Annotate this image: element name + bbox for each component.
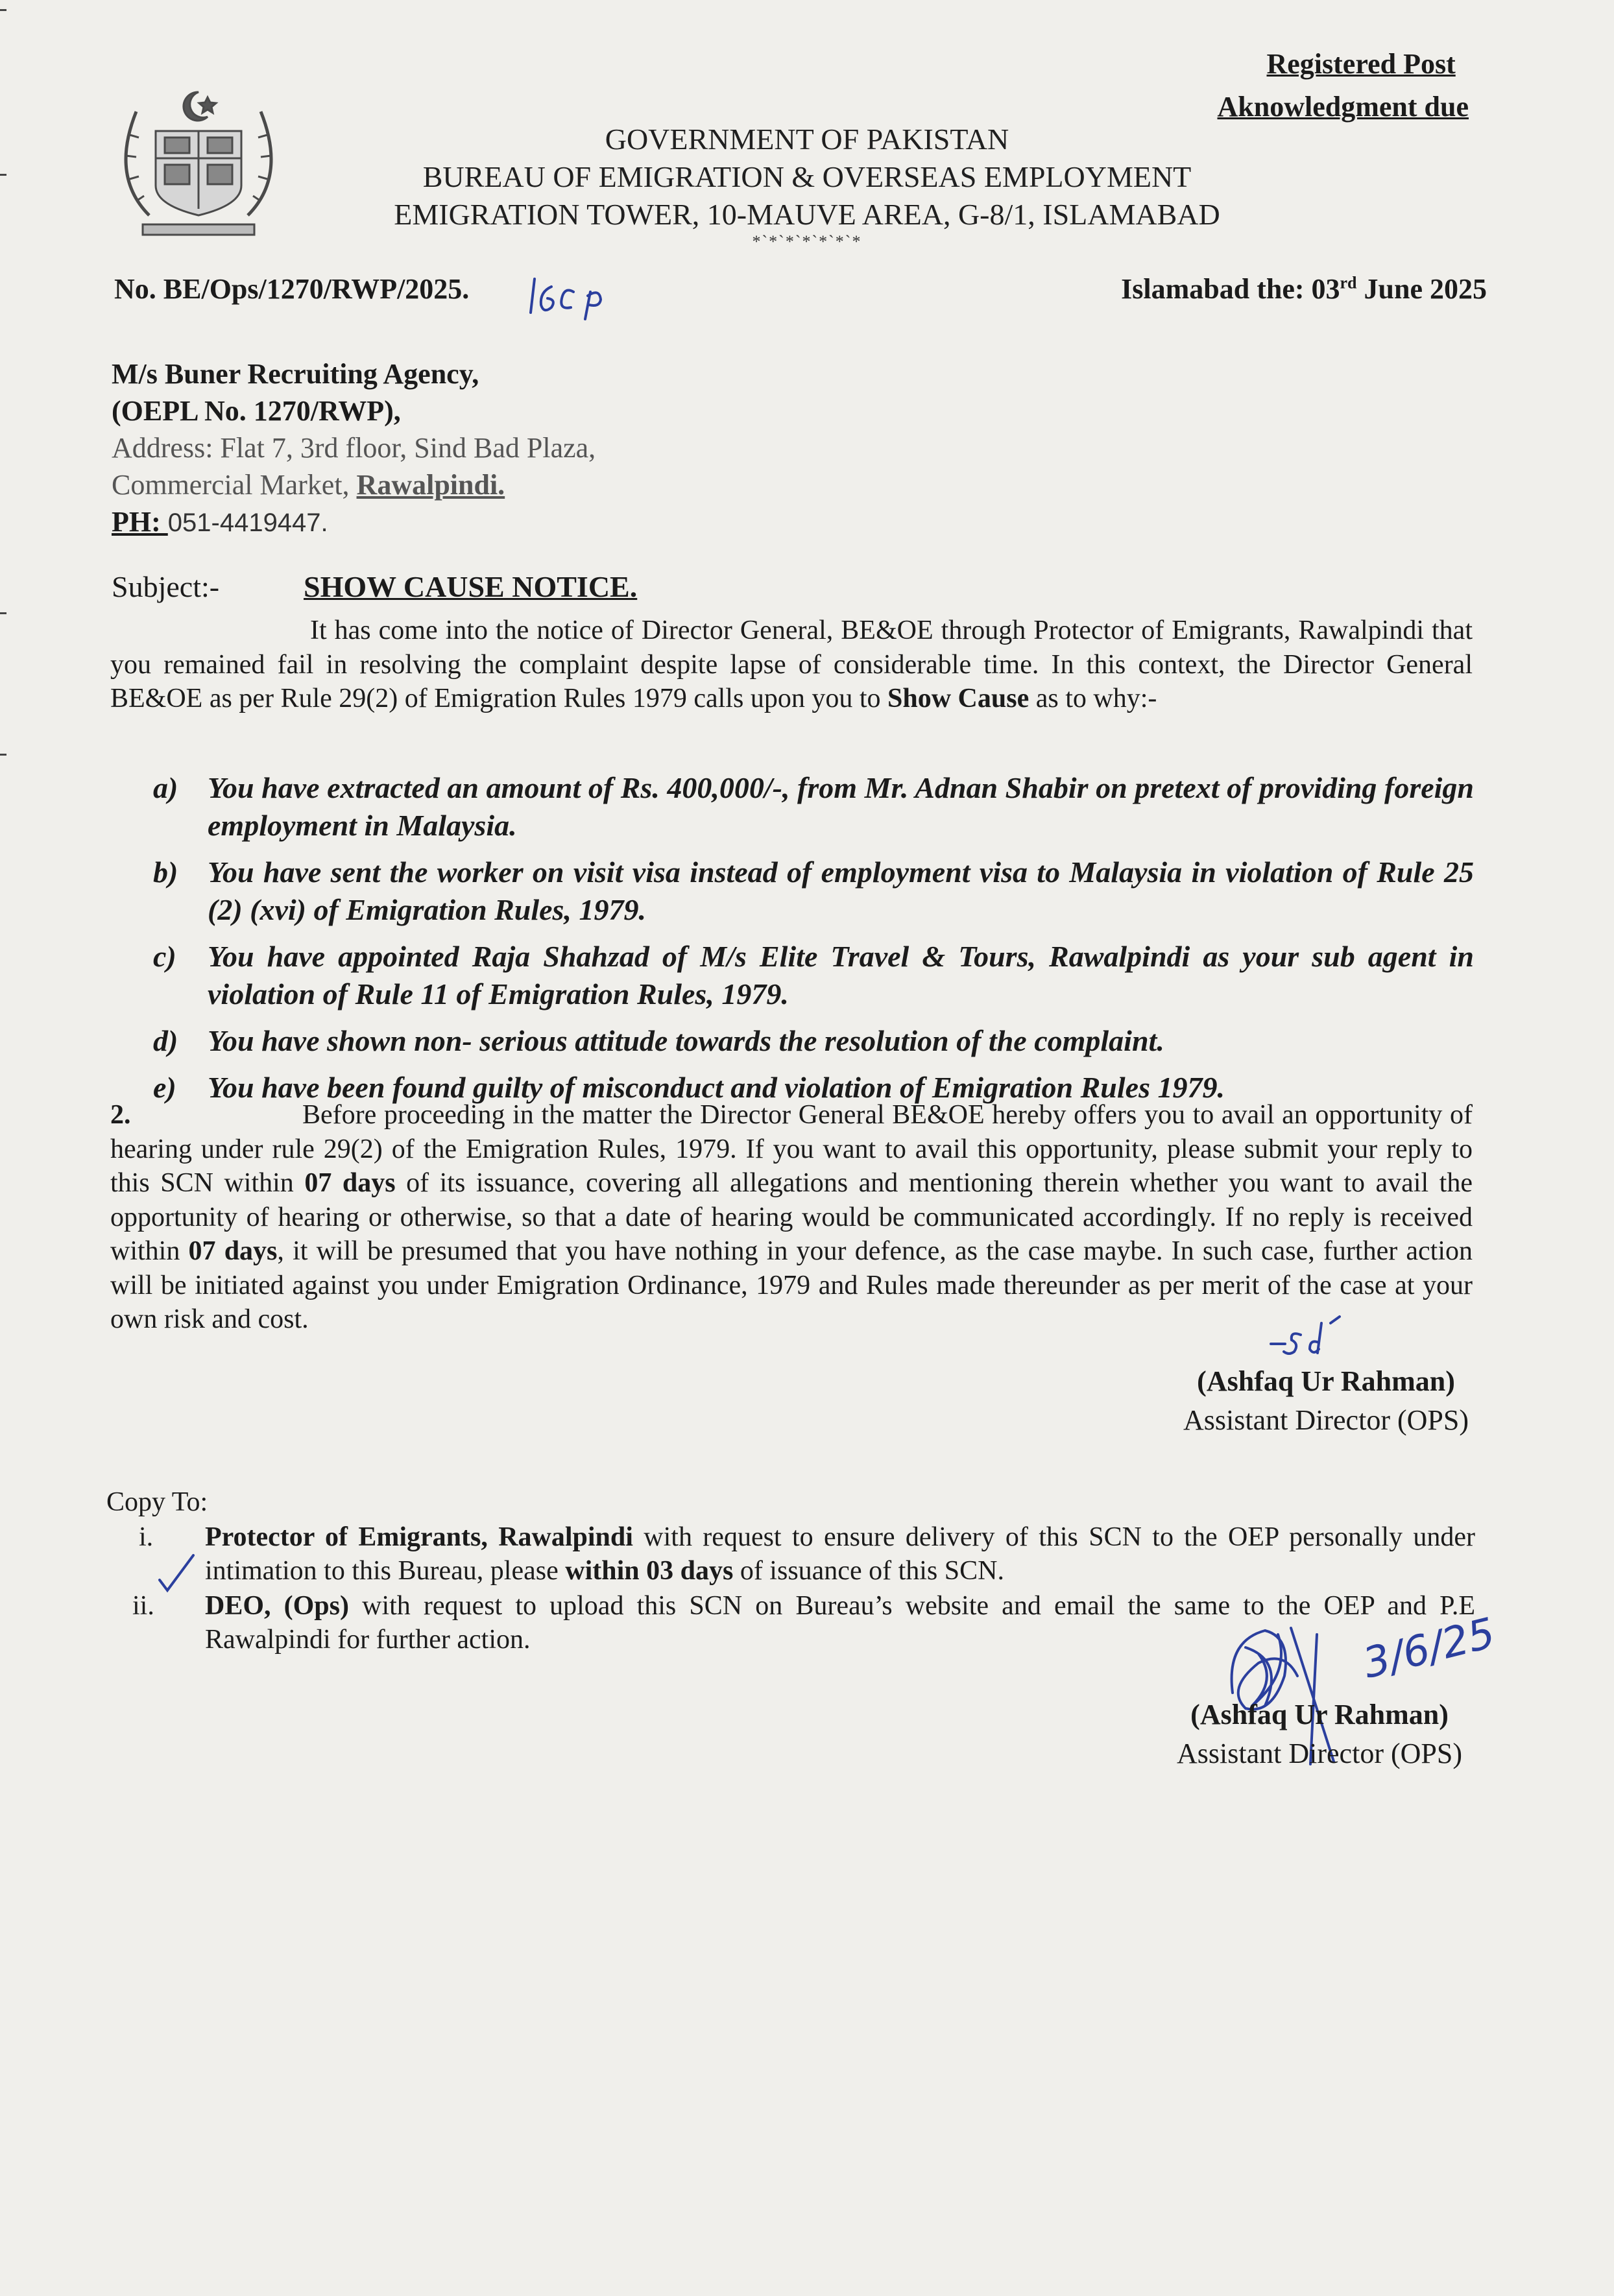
scan-edge-mark <box>0 612 6 614</box>
signatory-name: (Ashfaq Ur Rahman) <box>1197 1365 1455 1397</box>
paragraph-1-emphasis: Show Cause <box>887 684 1030 713</box>
copy-to-item-number: i. <box>139 1522 154 1552</box>
paragraph-number: 2. <box>110 1100 131 1130</box>
signature-block <box>1183 1362 1469 1440</box>
scan-edge-mark <box>0 9 6 11</box>
postal-instructions <box>1218 43 1469 128</box>
allegation-text: You have sent the worker on visit visa instead of employment visa to Malaysia in violation of Rule 25 (2) (xvi) of Emigration Rules, 1979. <box>208 855 1474 926</box>
allegation-text: You have extracted an amount of Rs. 400,000/-, from Mr. Adnan Shabir on pretext of providing foreign employment in Malaysia. <box>208 771 1474 842</box>
addressee-address-line1: Address: Flat 7, 3rd floor, Sind Bad Plaza, <box>112 432 596 464</box>
issue-date <box>1121 272 1487 305</box>
allegation-text: You have appointed Raja Shahzad of M/s Elite Travel & Tours, Rawalpindi as your sub agent in violation of Rule 11 of Emigration Rules, 1979. <box>208 940 1474 1010</box>
registered-post-label: Registered Post <box>1266 48 1456 80</box>
reply-deadline: 07 days <box>304 1168 396 1198</box>
copy-recipient: Protector of Emigrants, Rawalpindi <box>205 1522 633 1552</box>
addressee-license: (OEPL No. 1270/RWP), <box>112 395 401 427</box>
subject-label: Subject:- <box>112 570 220 603</box>
copy-to-item <box>106 1520 1475 1588</box>
allegation-letter: d) <box>153 1024 178 1057</box>
allegation-item <box>153 1022 1474 1060</box>
reference-number: No. BE/Ops/1270/RWP/2025. <box>114 273 470 305</box>
copy-instruction-end: of issuance of this SCN. <box>733 1556 1004 1586</box>
allegation-text: You have shown non- serious attitude towards the resolution of the complaint. <box>208 1024 1164 1057</box>
addressee-market: Commercial Market, <box>112 469 357 501</box>
allegation-item <box>153 854 1474 929</box>
copy-signature-block <box>1177 1695 1462 1773</box>
issue-date-day: Islamabad the: 03 <box>1121 273 1340 305</box>
phone-label: PH: <box>112 506 168 538</box>
allegation-letter: b) <box>153 855 178 889</box>
signatory-designation: Assistant Director (OPS) <box>1177 1738 1462 1769</box>
issue-date-ordinal: rd <box>1340 273 1357 293</box>
copy-to-label: Copy To: <box>106 1487 208 1517</box>
acknowledgment-due-label: Aknowledgment due <box>1217 91 1469 123</box>
paragraph-2-text: of its issuance, covering all allegations and mentioning therein whether you want to avail the opportunity of hearing or otherwise, so that a date of hearing would be communicated accordingly. If no reply is received within <box>110 1168 1473 1266</box>
letterhead-line-address: EMIGRATION TOWER, 10-MAUVE AREA, G-8/1, ISLAMABAD <box>394 198 1220 231</box>
addressee-city: Rawalpindi. <box>356 469 505 501</box>
copy-to-item-number: ii. <box>132 1591 154 1621</box>
notice-paragraph-2 <box>110 1098 1473 1337</box>
signatory-designation: Assistant Director (OPS) <box>1183 1404 1469 1436</box>
handwritten-tick-icon <box>156 1551 201 1600</box>
addressee-phone-line <box>112 503 596 542</box>
addressee-address-line2 <box>112 466 596 503</box>
allegation-letter: a) <box>153 771 178 804</box>
letterhead <box>0 121 1614 233</box>
copy-deadline: within 03 days <box>565 1556 734 1586</box>
allegation-item <box>153 769 1474 844</box>
paragraph-1-ending: as to why:- <box>1029 684 1157 713</box>
allegation-text: You have been found guilty of misconduct and violation of Emigration Rules 1979. <box>208 1071 1225 1104</box>
notice-paragraph-1 <box>110 614 1473 716</box>
paragraph-1-text: It has come into the notice of Director General, BE&OE through Protector of Emigrants, Rawalpindi that you remained fail in resolving the complaint despite lapse of considerable time. In this context, the Director General BE&OE as per Rule 29(2) of Emigration Rules 1979 calls upon you to <box>110 616 1473 713</box>
handwritten-signing-date: 3/6/25 <box>1358 1609 1500 1688</box>
allegation-item <box>153 938 1474 1013</box>
letterhead-line-bureau: BUREAU OF EMIGRATION & OVERSEAS EMPLOYMENT <box>422 160 1192 193</box>
subject-line <box>112 569 637 604</box>
issue-date-month-year: June 2025 <box>1356 273 1487 305</box>
allegations-list <box>153 769 1474 1116</box>
addressee-name: M/s Buner Recruiting Agency, <box>112 358 479 390</box>
paragraph-2-text: , it will be presumed that you have nothing in your defence, as the case maybe. In such case, further action will be initiated against you under Emigration Ordinance, 1979 and Rules made thereunder as per merit of the case at your own risk and cost. <box>110 1236 1473 1334</box>
signatory-name: (Ashfaq Ur Rahman) <box>1190 1699 1449 1730</box>
addressee-block <box>112 355 596 542</box>
reply-deadline: 07 days <box>188 1236 278 1266</box>
subject-title: SHOW CAUSE NOTICE. <box>304 570 638 603</box>
allegation-letter: e) <box>153 1071 176 1104</box>
letterhead-line-government: GOVERNMENT OF PAKISTAN <box>605 123 1009 156</box>
phone-number: 051-4419447. <box>167 508 328 537</box>
copy-recipient: DEO, (Ops) <box>205 1591 349 1621</box>
scan-edge-mark <box>0 754 6 756</box>
copy-instruction: with request to upload this SCN on Bureau’s website and email the same to the OEP and P.E Rawalpindi for further action. <box>205 1591 1476 1655</box>
paragraph-2-text: Before proceeding in the matter the Director General BE&OE hereby offers you to avail an opportunity of hearing under rule 29(2) of the Emigration Rules, 1979. If you want to avail this opportunity, please submit your reply to this SCN within <box>110 1100 1473 1198</box>
handwritten-reference <box>525 272 629 328</box>
letterhead-separator: *`*`*`*`*`*`* <box>752 232 862 251</box>
copy-to-item-text <box>205 1520 1475 1588</box>
copy-instruction: with request to ensure delivery of this SCN to the OEP personally under intimation to this Bureau, please <box>205 1522 1475 1586</box>
allegation-letter: c) <box>153 940 176 973</box>
